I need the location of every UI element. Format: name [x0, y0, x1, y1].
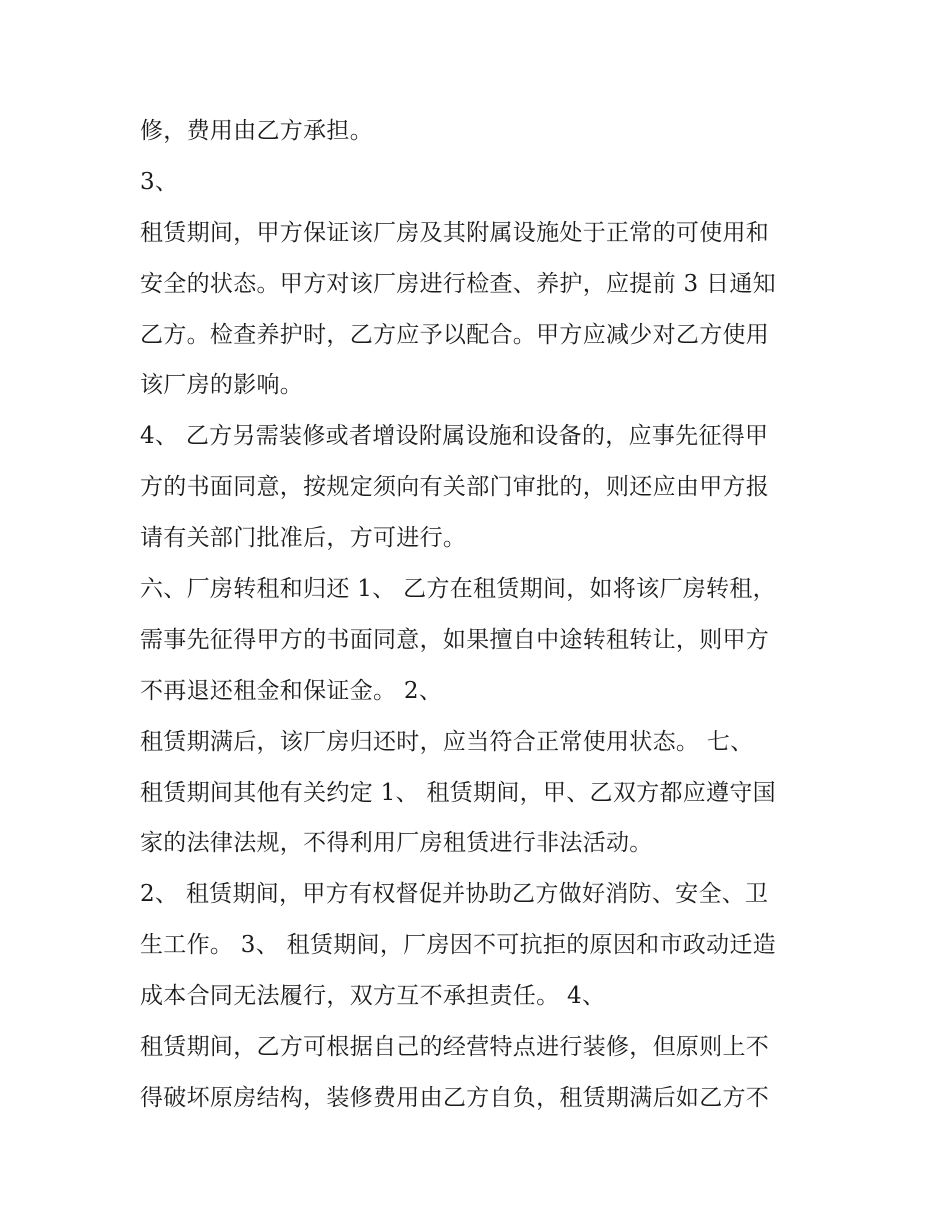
- text-line: 2、 租赁期间，甲方有权督促并协助乙方做好消防、安全、卫: [140, 881, 769, 908]
- text-line: 租赁期间其他有关约定 1、 租赁期间，甲、乙双方都应遵守国: [140, 779, 776, 806]
- text-line: 租赁期间，甲方保证该厂房及其附属设施处于正常的可使用和: [140, 219, 770, 246]
- text-line: 六、厂房转租和归还 1、 乙方在租赁期间，如将该厂房转租，: [140, 576, 776, 603]
- text-line: 4、 乙方另需装修或者增设附属设施和设备的，应事先征得甲: [140, 423, 769, 450]
- text-line: 修，费用由乙方承担。: [140, 118, 373, 144]
- text-line: 家的法律法规，不得利用厂房租赁进行非法活动。: [140, 830, 653, 857]
- text-line: 3、: [140, 168, 179, 195]
- text-line: 该厂房的影响。: [140, 372, 304, 399]
- contract-body: [140, 106, 820, 1124]
- text-line: 不再退还租金和保证金。 2、: [140, 677, 443, 704]
- text-line: 需事先征得甲方的书面同意，如果擅自中途转租转让，则甲方: [140, 626, 770, 653]
- text-line: 生工作。 3、 租赁期间，厂房因不可抗拒的原因和市政动迁造: [140, 932, 776, 959]
- text-line: 安全的状态。甲方对该厂房进行检查、养护，应提前 3 日通知: [140, 270, 776, 297]
- text-line: 乙方。检查养护时，乙方应予以配合。甲方应减少对乙方使用: [140, 321, 770, 348]
- text-line: 得破坏原房结构，装修费用由乙方自负，租赁期满后如乙方不: [140, 1084, 770, 1111]
- text-line: 成本合同无法履行，双方互不承担责任。 4、: [140, 983, 606, 1010]
- text-line: 请有关部门批准后，方可进行。: [140, 525, 467, 552]
- text-line: 方的书面同意，按规定须向有关部门审批的，则还应由甲方报: [140, 474, 770, 501]
- text-line: 租赁期满后，该厂房归还时，应当符合正常使用状态。 七、: [140, 728, 754, 755]
- text-line: 租赁期间，乙方可根据自己的经营特点进行装修，但原则上不: [140, 1034, 770, 1061]
